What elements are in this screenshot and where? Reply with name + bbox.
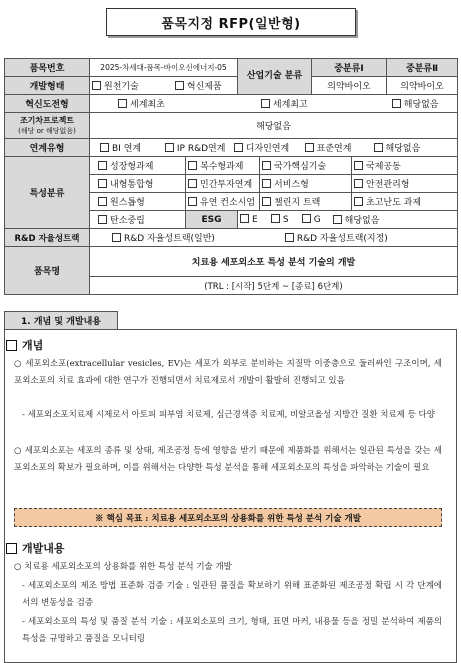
option-design[interactable]: 디자인연계 — [234, 141, 302, 154]
link-type-label: 연계유형 — [5, 139, 90, 157]
checkbox-icon — [240, 214, 249, 223]
checkbox-icon — [98, 215, 107, 224]
option-challenge[interactable]: 챌린지 트랙 — [260, 193, 352, 211]
prelim-label: 조기차프로젝트 (해당 or 해당없음) — [5, 113, 90, 139]
option-ultra[interactable]: 초고난도 과제 — [352, 193, 458, 211]
section-header: 1. 개념 및 개발내용 — [4, 311, 118, 330]
checkbox-icon — [262, 179, 271, 188]
option-safety[interactable]: 안전관리형 — [352, 175, 458, 193]
option-original-tech[interactable]: 원천기술 — [92, 79, 172, 92]
option-world-first[interactable]: 세계최초 — [92, 97, 238, 110]
option-national-core[interactable]: 국가핵심기술 — [260, 157, 352, 175]
checkbox-icon — [354, 197, 363, 206]
option-ip[interactable]: IP R&D연계 — [165, 141, 231, 154]
concept-paragraph-3: ○ 세포외소포는 세포의 종류 및 상태, 제조공정 등에 영향을 받기 때문에 제품화를 위해서는 일관된 특성을 갖는 세포외소포의 확보가 필요하며, 이를 위해서는 다양한 특성 분석을 통해 세포외소포의 특성을 파악하는 기술이 필요 — [14, 446, 442, 473]
dev-paragraph-3: - 세포외소포의 특성 및 품질 분석 기술 : 세포외소포의 크기, 형태, 표면 마커, 내용물 등을 정밀 분석하여 제품의 특성을 규명하고 품질을 모니터링 — [22, 617, 442, 644]
checkbox-icon — [354, 179, 363, 188]
option-s[interactable]: S — [271, 214, 299, 225]
option-service[interactable]: 서비스형 — [260, 175, 352, 193]
dev-paragraph-2: - 세포외소포의 제조 방법 표준화 검증 기술 : 일관된 품질을 확보하기 위해 표준화된 제조공정 확립 시 각 단계에서의 변동성을 검증 — [22, 581, 442, 608]
option-private-invest[interactable]: 민간투자연계 — [186, 175, 260, 193]
checkbox-icon — [188, 179, 197, 188]
concept-paragraph-1: ○ 세포외소포(extracellular vesicles, EV)는 세포가 외부로 분비하는 지질막 이중층으로 둘러싸인 구조이며, 세포외소포의 치료 효과에 대한 연구가 진행되면서 치료제로서 개발이 활발히 진행되고 있음 — [14, 359, 442, 386]
mid-class1-label: 중분류Ⅰ — [312, 59, 387, 77]
option-e[interactable]: E — [240, 214, 268, 225]
item-no-value: 2025-차세대-품목-바이오신에너지-05 — [90, 59, 238, 77]
innov-growth-options — [90, 95, 458, 113]
checkbox-icon — [262, 161, 271, 170]
checkbox-icon — [392, 99, 401, 108]
checkbox-icon — [333, 215, 342, 224]
option-intl[interactable]: 국제공동 — [352, 157, 458, 175]
dev-type-label: 개발형태 — [5, 77, 90, 95]
checkbox-icon — [175, 81, 184, 90]
industry-tech-label: 산업기술 분류 — [238, 59, 312, 95]
checkbox-icon — [112, 233, 121, 242]
dev-content-heading: 개발내용 — [6, 540, 65, 556]
concept-paragraph-2: - 세포외소포치료제 시제로서 아토피 피부염 치료제, 심근경색증 치료제, 비알코올성 지방간 질환 치료제 등 다양 — [22, 410, 435, 420]
char-class-label: 특성분류 — [5, 157, 90, 229]
checkbox-icon — [305, 143, 314, 152]
option-none[interactable]: 해당없음 — [333, 213, 385, 226]
option-carbon[interactable]: 탄소중립 — [90, 211, 186, 229]
concept-heading: 개념 — [6, 337, 43, 353]
checkbox-icon — [188, 161, 197, 170]
option-none[interactable]: 해당없음 — [374, 141, 426, 154]
checkbox-icon — [92, 81, 101, 90]
checkbox-icon — [285, 233, 294, 242]
innov-growth-label: 혁신도전형 — [5, 95, 90, 113]
checkbox-icon — [234, 143, 243, 152]
option-flexible[interactable]: 유연 컨소시엄 — [186, 193, 260, 211]
item-name-label: 품목명 — [5, 247, 90, 295]
option-integrated[interactable]: 내형통합형 — [90, 175, 186, 193]
option-innov-product[interactable]: 혁신제품 — [175, 79, 235, 92]
option-rd-general[interactable]: R&D 자율성트랙(일반) — [92, 231, 282, 244]
dev-paragraph-1: ○ 치료용 세포외소포의 상용화를 위한 특성 분석 기술 개발 — [14, 562, 232, 572]
checkbox-icon — [261, 99, 270, 108]
option-world-best[interactable]: 세계최고 — [241, 97, 371, 110]
dev-type-options — [90, 77, 238, 95]
esg-label: ESG — [186, 211, 238, 229]
square-bullet-icon — [6, 340, 17, 351]
mid-class2-value: 의약바이오 — [387, 77, 458, 95]
key-goal-box: ※ 핵심 목표 : 치료용 세포외소포의 상용화를 위한 특성 분석 기술 개발 — [14, 508, 442, 527]
link-type-options — [90, 139, 458, 157]
checkbox-icon — [302, 214, 311, 223]
item-name-value: 치료용 세포외소포 특성 분석 기술의 개발 — [90, 247, 458, 277]
checkbox-icon — [165, 143, 174, 152]
trl-value: (TRL : [시작] 5단계 ~ [종료] 6단계) — [90, 277, 458, 295]
rd-self-label: R&D 자율성트랙 — [5, 229, 90, 247]
option-g[interactable]: G — [302, 214, 330, 225]
mid-class2-label: 중분류Ⅱ — [387, 59, 458, 77]
prelim-value: 해당없음 — [90, 113, 458, 139]
document-title: 품목지정 RFP(일반형) — [106, 8, 356, 36]
option-multi[interactable]: 복수형과제 — [186, 157, 260, 175]
checkbox-icon — [374, 143, 383, 152]
option-none[interactable]: 해당없음 — [374, 97, 452, 110]
checkbox-icon — [100, 143, 109, 152]
checkbox-icon — [98, 161, 107, 170]
option-rd-designated[interactable]: R&D 자율성트랙(지정) — [285, 231, 425, 244]
checkbox-icon — [354, 161, 363, 170]
checkbox-icon — [188, 197, 197, 206]
rfp-info-table — [4, 58, 458, 295]
esg-options — [238, 211, 458, 229]
checkbox-icon — [98, 179, 107, 188]
option-onestop[interactable]: 원스톱형 — [90, 193, 186, 211]
option-bi[interactable]: BI 연계 — [92, 141, 162, 154]
checkbox-icon — [271, 214, 280, 223]
checkbox-icon — [98, 197, 107, 206]
rd-self-options — [90, 229, 458, 247]
option-growth[interactable]: 성장형과제 — [90, 157, 186, 175]
checkbox-icon — [118, 99, 127, 108]
option-standard[interactable]: 표준연계 — [305, 141, 371, 154]
checkbox-icon — [262, 197, 271, 206]
item-no-label: 품목번호 — [5, 59, 90, 77]
square-bullet-icon — [6, 543, 17, 554]
mid-class1-value: 의약바이오 — [312, 77, 387, 95]
